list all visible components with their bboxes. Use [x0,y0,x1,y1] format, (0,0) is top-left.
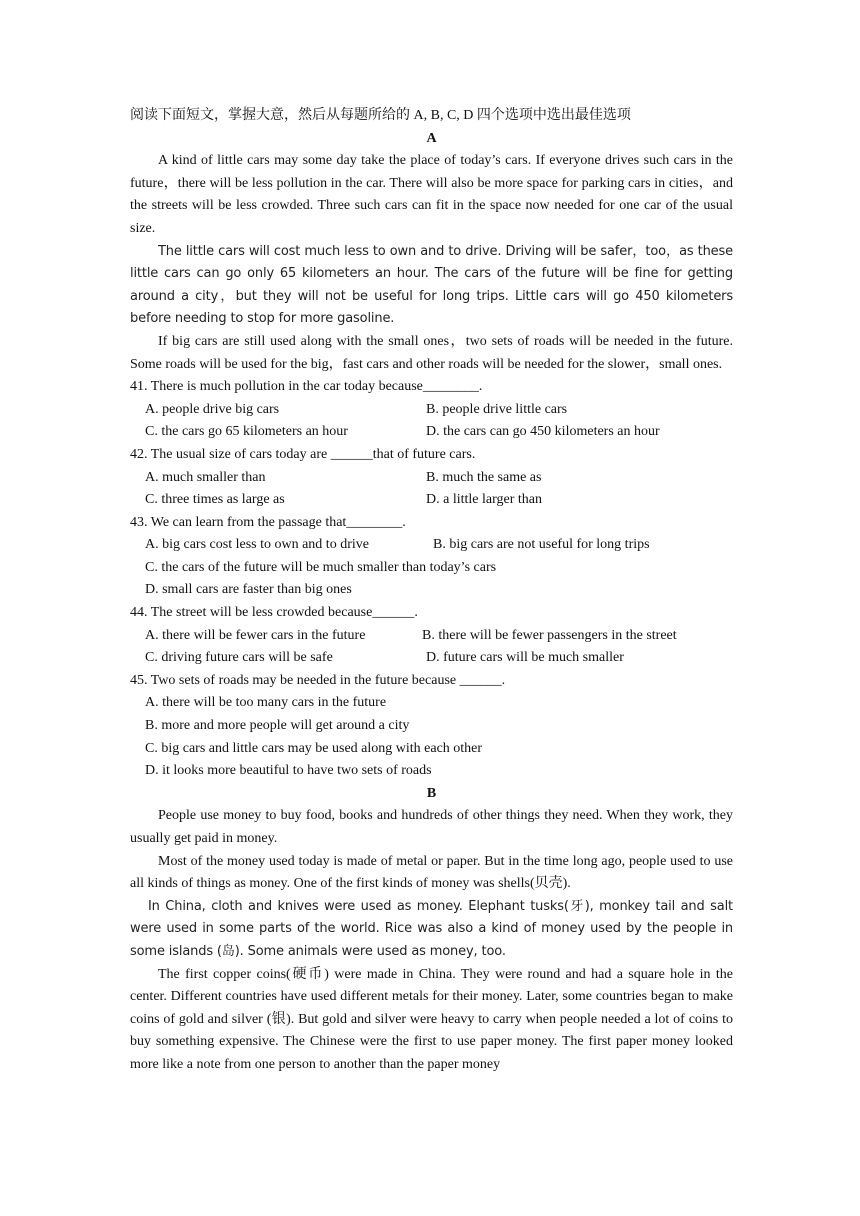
passage-a-paragraph-1: A kind of little cars may some day take the place of today’s cars. If everyone drives such cars in the future，there will be less pollution in the car. There will also be more space for parking cars in cities，and the streets will be less crowded. Three such cars can fit in the space now needed for one car of the usual size. [130,153,733,236]
q42-option-b: B. much the same as [426,469,542,485]
q44-option-c: C. driving future cars will be safe [145,650,333,666]
q42-option-d: D. a little larger than [426,492,542,508]
question-42-stem: 42. The usual size of cars today are ______that of future cars. [130,446,476,462]
passage-a-paragraph-3: If big cars are still used along with the small ones，two sets of roads will be needed in the future. Some roads will be used for the big，fast cars and other roads will be needed for the slower，small ones. [130,333,733,372]
q45-option-b: B. more and more people will get around a city [145,718,410,734]
q42-option-a: A. much smaller than [145,469,266,485]
passage-a-paragraph-2: The little cars will cost much less to own and to drive. Driving will be safer，too，as these little cars can go only 65 kilometers an hour. The cars of the future will be fine for getting around a city，but they will not be useful for long trips. Little cars will go 450 kilometers before needing to stop for more gasoline. [130,243,733,327]
q41-option-b: B. people drive little cars [426,401,568,417]
question-43-stem: 43. We can learn from the passage that________. [130,514,406,530]
q45-option-c: C. big cars and little cars may be used along with each other [145,740,483,756]
passage-b-paragraph-1: People use money to buy food, books and hundreds of other things they need. When they work, they usually get paid in money. [130,808,733,846]
question-44-options [145,625,733,670]
q45-option-a: A. there will be too many cars in the future [145,695,387,711]
q41-option-c: C. the cars go 65 kilometers an hour [145,424,348,440]
question-41-options [145,399,733,444]
section-a-title: A [426,130,437,146]
question-42-options [145,467,733,512]
passage-b-paragraph-4: The first copper coins(硬币) were made in China. They were round and had a square hole in the center. Different countries have used different metals for their money. Later, some countries began to make coins of gold and silver (银). But gold and silver were heavy to carry when people needed a lot of coins to buy something expensive. The Chinese were the first to use paper money. The first paper money looked more like a note from one person to another than the paper money [130,966,733,1072]
question-43-options [145,534,733,602]
q43-option-d: D. small cars are faster than big ones [145,582,352,598]
q43-option-b: B. big cars are not useful for long trips [433,537,650,553]
section-b-title: B [426,785,437,801]
q41-option-a: A. people drive big cars [145,401,280,417]
question-45-options [145,692,733,782]
q43-option-c: C. the cars of the future will be much smaller than today’s cars [145,559,497,575]
q43-option-a: A. big cars cost less to own and to drive [145,537,369,553]
q44-option-b: B. there will be fewer passengers in the street [422,627,677,643]
q42-option-c: C. three times as large as [145,492,285,508]
passage-b-paragraph-3: In China, cloth and knives were used as money. Elephant tusks(牙), monkey tail and salt were used in some parts of the world. Rice was also a kind of money used by the people in some islands (岛). Some animals were used as money, too. [130,898,733,959]
question-41-stem: 41. There is much pollution in the car today because________. [130,379,483,395]
question-45-stem: 45. Two sets of roads may be needed in the future because ______. [130,672,506,688]
q44-option-d: D. future cars will be much smaller [426,650,624,666]
instruction-text: 阅读下面短文，掌握大意，然后从每题所给的 A, B, C, D 四个选项中选出最佳选项 [130,108,631,123]
q41-option-d: D. the cars can go 450 kilometers an hour [426,424,660,440]
q45-option-d: D. it looks more beautiful to have two sets of roads [145,763,432,779]
q44-option-a: A. there will be fewer cars in the future [145,627,366,643]
question-44-stem: 44. The street will be less crowded because______. [130,605,418,621]
passage-b-paragraph-2: Most of the money used today is made of metal or paper. But in the time long ago, people used to use all kinds of things as money. One of the first kinds of money was shells(贝壳). [130,853,733,892]
reading-section [130,105,733,1077]
